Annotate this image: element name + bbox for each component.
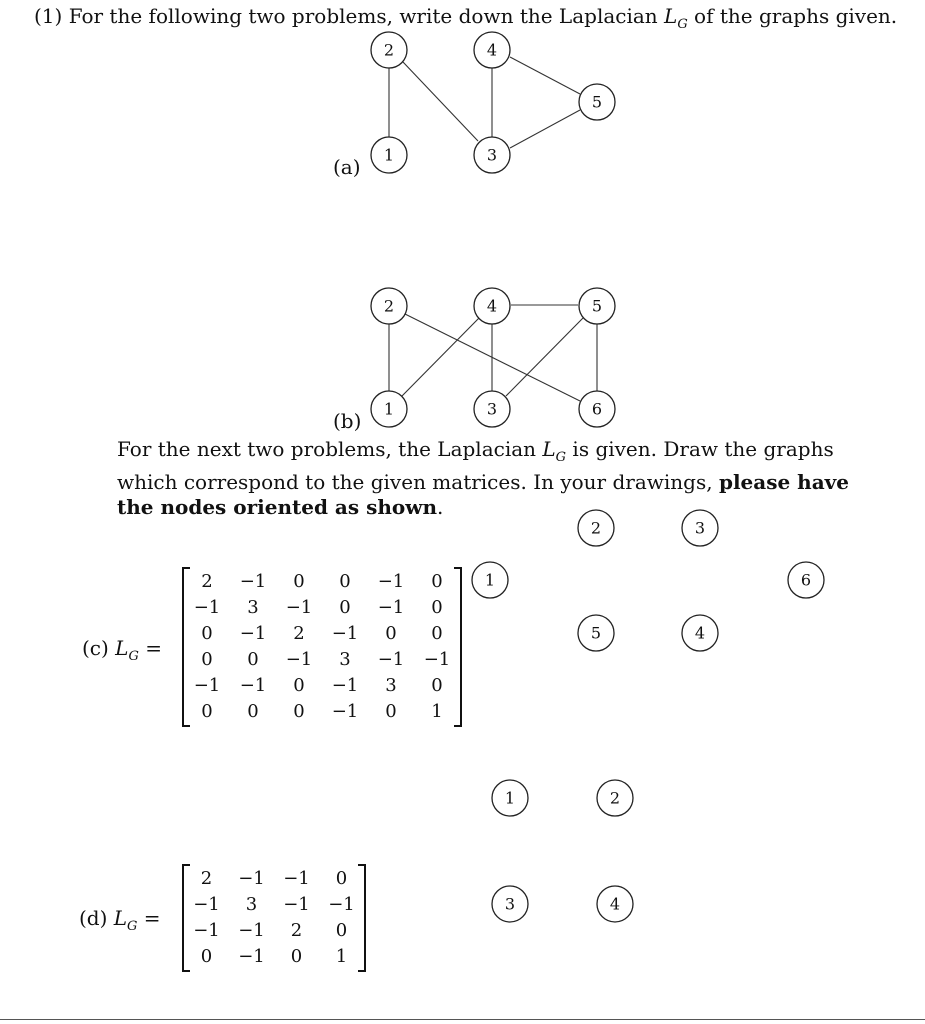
svg-text:2: 2 [609, 788, 621, 808]
matrix-cell: 2 [200, 868, 213, 889]
matrix-d [182, 866, 366, 970]
matrix-cell: 0 [339, 571, 351, 592]
matrix-cell: 2 [290, 920, 303, 941]
graph-a-edges [389, 57, 580, 148]
matrix-cell: −1 [239, 675, 267, 696]
graph-d-node-2 [597, 780, 633, 816]
graph-d-node-4 [597, 886, 633, 922]
svg-text:1: 1 [383, 145, 395, 165]
matrix-cell: −1 [193, 894, 220, 915]
svg-text:4: 4 [609, 894, 621, 914]
edge-b-1-4 [402, 318, 479, 396]
matrix-cell: −1 [377, 571, 405, 592]
matrix-cell: 1 [431, 701, 443, 722]
matrix-cell: 0 [431, 571, 443, 592]
matrix-cell: −1 [193, 675, 221, 696]
svg-text:5: 5 [590, 623, 602, 643]
graph-a-label: (a) [333, 155, 361, 179]
matrix-cell: −1 [239, 623, 267, 644]
svg-text:4: 4 [486, 40, 498, 60]
edge-a-2-3 [403, 62, 478, 141]
matrix-cell: 3 [385, 675, 397, 696]
matrix-cell: −1 [423, 649, 451, 670]
matrix-cell: 3 [247, 597, 259, 618]
graph-c-node-6 [788, 562, 824, 598]
matrix-cell: 0 [385, 701, 397, 722]
matrix-cell: −1 [238, 946, 265, 967]
problem-c-label: (c) $L_G$ = [82, 636, 162, 664]
edge-a-4-5 [510, 57, 580, 94]
svg-text:3: 3 [694, 518, 706, 538]
graph-b-node-1 [371, 391, 407, 427]
graph-b-node-5 [579, 288, 615, 324]
matrix-cell: −1 [285, 597, 313, 618]
matrix-cell: 1 [335, 946, 348, 967]
matrix-cell: −1 [285, 649, 313, 670]
graph-c-node-1 [472, 562, 508, 598]
page-divider [0, 1019, 925, 1020]
instructions-paragraph: For the next two problems, the Laplacian $L_G$ is given. Draw the graphs which correspond to the given matrices. In your drawings, please have the nodes oriented as shown. [117, 437, 850, 519]
matrix-c [182, 569, 462, 725]
svg-text:3: 3 [504, 894, 516, 914]
matrix-cell: −1 [239, 571, 267, 592]
matrix-cell: 0 [201, 649, 213, 670]
edge-a-3-5 [510, 110, 580, 148]
graph-d-node-1 [492, 780, 528, 816]
matrix-d-grid [184, 866, 364, 970]
matrix-cell: −1 [331, 675, 359, 696]
matrix-cell: 0 [200, 946, 213, 967]
matrix-cell: 0 [335, 920, 348, 941]
svg-text:1: 1 [504, 788, 516, 808]
matrix-cell: −1 [238, 868, 265, 889]
svg-text:4: 4 [694, 623, 706, 643]
svg-text:2: 2 [383, 40, 395, 60]
matrix-cell: 0 [201, 623, 213, 644]
matrix-cell: 0 [339, 597, 351, 618]
matrix-cell: −1 [377, 649, 405, 670]
matrix-cell: −1 [283, 894, 310, 915]
graph-a-node-3 [474, 137, 510, 173]
matrix-cell: 0 [247, 701, 259, 722]
graph-b-node-4 [474, 288, 510, 324]
svg-text:3: 3 [486, 145, 498, 165]
graph-a-node-1 [371, 137, 407, 173]
svg-text:5: 5 [591, 296, 603, 316]
matrix-cell: 0 [431, 597, 443, 618]
matrix-cell: 2 [293, 623, 305, 644]
matrix-cell: 0 [293, 571, 305, 592]
graph-d-node-3 [492, 886, 528, 922]
svg-text:1: 1 [383, 399, 395, 419]
matrix-cell: 3 [245, 894, 258, 915]
matrix-cell: −1 [283, 868, 310, 889]
svg-text:6: 6 [591, 399, 603, 419]
svg-text:2: 2 [590, 518, 602, 538]
matrix-c-grid [184, 569, 460, 725]
graph-a-node-5 [579, 84, 615, 120]
matrix-cell: −1 [193, 597, 221, 618]
graph-a-node-2 [371, 32, 407, 68]
matrix-cell: 0 [385, 623, 397, 644]
graph-c-node-4 [682, 615, 718, 651]
matrix-cell: 0 [201, 701, 213, 722]
graph-b-label: (b) [333, 409, 362, 433]
matrix-cell: 0 [247, 649, 259, 670]
matrix-cell: 3 [339, 649, 351, 670]
problem-d-label: (d) $L_G$ = [79, 906, 161, 934]
graph-b-node-6 [579, 391, 615, 427]
svg-text:2: 2 [383, 296, 395, 316]
matrix-cell: −1 [331, 701, 359, 722]
matrix-cell: 0 [293, 701, 305, 722]
matrix-cell: 0 [290, 946, 303, 967]
svg-text:3: 3 [486, 399, 498, 419]
matrix-cell: −1 [238, 920, 265, 941]
matrix-cell: 0 [431, 675, 443, 696]
matrix-cell: 0 [335, 868, 348, 889]
graph-b-node-3 [474, 391, 510, 427]
svg-text:4: 4 [486, 296, 498, 316]
matrix-cell: 2 [201, 571, 213, 592]
problem-header: (1) For the following two problems, write down the Laplacian $L_G$ of the graphs given. [34, 4, 898, 32]
svg-text:5: 5 [591, 92, 603, 112]
matrix-cell: −1 [331, 623, 359, 644]
matrix-cell: −1 [377, 597, 405, 618]
matrix-cell: 0 [293, 675, 305, 696]
svg-text:6: 6 [800, 570, 812, 590]
graph-a-node-4 [474, 32, 510, 68]
svg-text:1: 1 [484, 570, 496, 590]
graph-b-node-2 [371, 288, 407, 324]
matrix-cell: −1 [328, 894, 355, 915]
edge-b-3-5 [506, 318, 583, 396]
graph-c-node-5 [578, 615, 614, 651]
matrix-cell: 0 [431, 623, 443, 644]
matrix-cell: −1 [193, 920, 220, 941]
